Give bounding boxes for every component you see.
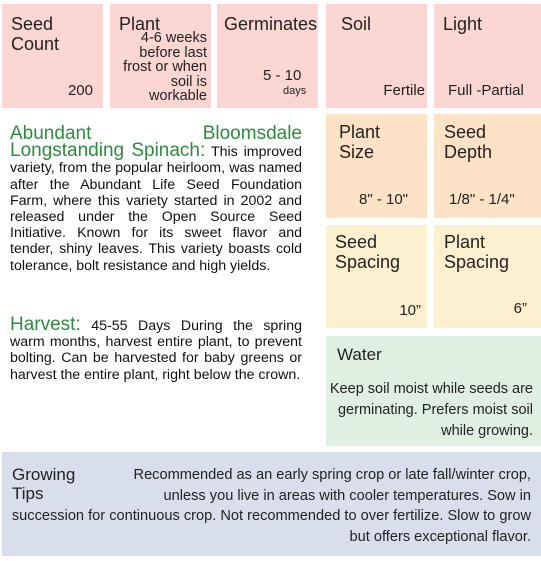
seed-count-label: Seed Count <box>11 14 60 54</box>
seed-count-value: 200 <box>67 82 93 99</box>
plant-label: Plant <box>119 14 161 34</box>
soil-value: Fertile <box>383 82 425 99</box>
plant-spacing-label: Plant Spacing <box>444 232 510 272</box>
description-title: Abundant Bloomsdale Longstanding Spinach: <box>10 123 302 162</box>
plant-size-value: 8" - 10" <box>359 191 409 208</box>
soil-box <box>326 4 427 108</box>
seed-depth-label: Seed Depth <box>444 122 493 162</box>
light-box <box>434 4 541 108</box>
harvest-title: Harvest: <box>10 314 81 335</box>
description-text: This improved variety, from the popular heirloom, was named after the Abundant Life Seed Foundation Farm, where this variety started in 2002 and released under the Open Source Seed Initiative. Known for its sweet flavor and tender, shiny leaves. This variety boasts cold tolerance, bolt resistance and high yields. <box>10 144 302 274</box>
water-text: Keep soil moist while seeds are germinating. Prefers moist soil while growing. <box>329 381 533 439</box>
plant-spacing-box <box>434 225 541 328</box>
description-paragraph <box>10 123 302 274</box>
harvest-text: 45-55 Days During the spring warm months, harvest entire plant, to prevent bolting. Can be harvested for baby greens or harvest the entire plant, right below the crown. <box>10 318 302 383</box>
plant-spacing-value: 6” <box>513 300 527 317</box>
soil-label: Soil <box>341 14 372 34</box>
harvest-paragraph <box>10 314 302 383</box>
seed-spacing-value: 10” <box>399 302 421 319</box>
growing-tips-box <box>2 452 541 556</box>
germinates-unit: days <box>283 85 307 97</box>
germinates-value: 5 - 10 <box>263 67 302 84</box>
seed-spacing-label: Seed Spacing <box>335 232 401 272</box>
germinates-label: Germinates <box>224 14 318 34</box>
growing-tips-body: Recommended as an early spring crop or late fall/winter crop, unless you live in areas with cooler temperatures. Sow in succession for continuous crop. Not recommended to over fertilize. Slow to grow but offers exceptional flavor. <box>11 467 531 545</box>
growing-tips-label: Growing Tips <box>12 465 76 503</box>
growing-tips-text <box>2 465 531 547</box>
plant-value: 4-6 weeks before last frost or when soil is workable <box>123 30 207 105</box>
seed-count-box <box>2 4 103 108</box>
seed-depth-value: 1/8" - 1/4" <box>449 191 515 208</box>
seed-depth-box <box>434 114 541 218</box>
plant-size-label: Plant Size <box>339 122 381 162</box>
plant-box <box>110 4 211 108</box>
water-box <box>326 336 541 446</box>
light-value: Full -Partial <box>448 82 524 99</box>
light-label: Light <box>443 14 483 34</box>
plant-size-box <box>326 114 427 218</box>
germinates-box <box>217 4 318 108</box>
seed-spacing-box <box>326 225 427 328</box>
water-label: Water <box>337 345 382 364</box>
